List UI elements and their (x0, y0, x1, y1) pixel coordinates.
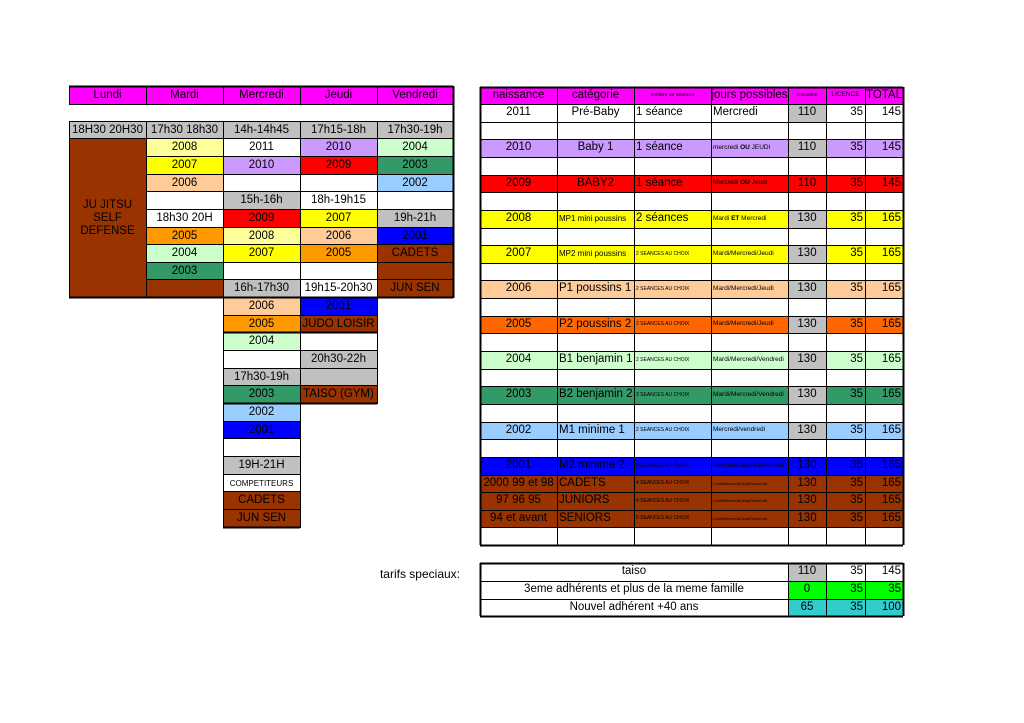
row-cotisation: 130 (788, 457, 826, 475)
day-header-vendredi: Vendredi (377, 87, 453, 104)
jours-text: Mercredi (713, 179, 741, 187)
mercredi-year: 2001 (223, 422, 300, 439)
row-licence: 35 (826, 139, 865, 157)
jours-conjunction: OU (740, 179, 750, 187)
mardi-year: 2007 (146, 157, 223, 175)
special-total: 100 (865, 599, 903, 616)
jours-text: Mercredi (713, 106, 758, 119)
row-seances: 2 SEANCES AU CHOIX (634, 280, 711, 298)
row-categorie: M1 minime 1 (557, 422, 634, 439)
row-categorie: CADETS (557, 475, 634, 492)
special-cotisation: 65 (788, 599, 826, 616)
row-seances: 2 SEANCES AU CHOIX (634, 386, 711, 404)
mercredi-time-2: 15h-16h (223, 192, 300, 210)
jours-text: Mardi/Mercredi/Jeudi (713, 284, 774, 292)
mercredi-group: CADETS (223, 492, 300, 510)
special-label: Nouvel adhérent +40 ans (480, 599, 788, 616)
mardi-time-2: 18h30 20H (146, 210, 223, 228)
row-naissance: 2009 (480, 175, 557, 192)
row-total: 165 (865, 245, 903, 263)
mercredi-year: 2006 (223, 298, 300, 316)
row-total: 145 (865, 175, 903, 192)
row-seances: 2 SEANCES AU CHOIX (634, 422, 711, 439)
header-naissance: naissance (480, 87, 557, 104)
day-header-mardi: Mardi (146, 87, 223, 104)
day-header-lundi: Lundi (69, 87, 146, 104)
mercredi-time-1: 14h-14h45 (223, 122, 300, 139)
row-licence: 35 (826, 280, 865, 298)
jours-text: Lundi/Mercredi/Jeudi/Vendredi (713, 498, 768, 503)
row-licence: 35 (826, 316, 865, 333)
jeudi-taiso: TAISO (GYM) (300, 386, 377, 404)
row-categorie: Baby 1 (557, 139, 634, 157)
row-seances: 2 SEANCES AU CHOIX (634, 351, 711, 369)
row-naissance: 2007 (480, 245, 557, 263)
jeudi-year: 2001 (300, 298, 377, 316)
jours-conjunction: ET (731, 214, 740, 222)
jours-text: Mercredi (739, 214, 767, 222)
special-cotisation: 0 (788, 581, 826, 599)
row-seances: 1 séance (634, 139, 711, 157)
vendredi-time-2: 19h-21h (377, 210, 453, 228)
mercredi-group: JUN SEN (223, 510, 300, 527)
row-cotisation: 110 (788, 139, 826, 157)
row-cotisation: 130 (788, 510, 826, 527)
row-cotisation: 130 (788, 475, 826, 492)
row-total: 165 (865, 510, 903, 527)
lundi-time: 18H30 20H30 (69, 122, 146, 139)
row-categorie: P2 poussins 2 (557, 316, 634, 333)
special-label: 3eme adhérents et plus de la meme famille (480, 581, 788, 599)
header-jours-possibles: jours possibles (711, 87, 788, 104)
row-licence: 35 (826, 104, 865, 122)
row-seances: 2 SEANCES AU CHOIX (634, 316, 711, 333)
row-licence: 35 (826, 492, 865, 510)
header-licence: LICENCE (826, 87, 865, 104)
vendredi-year: 2001 (377, 228, 453, 245)
header-total: TOTAL (865, 87, 903, 104)
mercredi-year: 2011 (223, 139, 300, 157)
row-cotisation: 130 (788, 386, 826, 404)
header-categorie: catégorie (557, 87, 634, 104)
jeudi-year: 2005 (300, 245, 377, 263)
row-cotisation: 130 (788, 351, 826, 369)
jours-text: Lundi/Mercredi/Jeudi/Vendredi (713, 515, 768, 521)
vendredi-group: JUN SEN (377, 280, 453, 298)
row-categorie: M2 minime 2 (557, 457, 634, 475)
row-licence: 35 (826, 175, 865, 192)
jeudi-year: 2007 (300, 210, 377, 228)
row-categorie: BABY2 (557, 175, 634, 192)
day-header-mercredi: Mercredi (223, 87, 300, 104)
vendredi-time-1: 17h30-19h (377, 122, 453, 139)
special-licence: 35 (826, 581, 865, 599)
jours-text: Mardi/Mercredi/Jeudi (713, 320, 774, 328)
special-licence: 35 (826, 599, 865, 616)
mercredi-time-5: 19H-21H (223, 457, 300, 475)
row-total: 165 (865, 316, 903, 333)
special-label: taiso (480, 563, 788, 581)
row-naissance: 2006 (480, 280, 557, 298)
row-cotisation: 130 (788, 316, 826, 333)
jeudi-time-2: 18h-19h15 (300, 192, 377, 210)
row-seances: 4 SEANCES AU CHOIX (634, 475, 711, 492)
mercredi-year: 2002 (223, 404, 300, 422)
mercredi-year: 2008 (223, 228, 300, 245)
mercredi-time-3: 16h-17h30 (223, 280, 300, 298)
jours-text: Mercredi/Jeudi/Vendredi (713, 461, 784, 469)
mercredi-year: 2004 (223, 333, 300, 351)
vendredi-year: 2003 (377, 157, 453, 175)
row-naissance: 2004 (480, 351, 557, 369)
jeudi-time-3: 19h15-20h30 (300, 280, 377, 298)
row-categorie: P1 poussins 1 (557, 280, 634, 298)
row-naissance: 2002 (480, 422, 557, 439)
row-categorie: Pré-Baby (557, 104, 634, 122)
jours-text: mercredi (713, 143, 741, 151)
row-total: 165 (865, 210, 903, 228)
row-total: 165 (865, 457, 903, 475)
row-cotisation: 110 (788, 104, 826, 122)
tarifs-speciaux-label: tarifs speciaux: (379, 566, 461, 581)
special-licence: 35 (826, 563, 865, 581)
row-total: 145 (865, 139, 903, 157)
mardi-time-1: 17h30 18h30 (146, 122, 223, 139)
mardi-year: 2006 (146, 175, 223, 192)
row-naissance: 2005 (480, 316, 557, 333)
row-cotisation: 130 (788, 210, 826, 228)
mardi-year: 2008 (146, 139, 223, 157)
jeudi-year: 2010 (300, 139, 377, 157)
row-naissance: 94 et avant (480, 510, 557, 527)
row-seances: 2 séances (634, 210, 711, 228)
vendredi-year: 2002 (377, 175, 453, 192)
mercredi-year: 2009 (223, 210, 300, 228)
row-categorie: MP2 mini poussins (557, 245, 634, 263)
mercredi-year: 2005 (223, 316, 300, 333)
vendredi-group: CADETS (377, 245, 453, 263)
row-licence: 35 (826, 510, 865, 527)
row-categorie: MP1 mini poussins (557, 210, 634, 228)
row-categorie: SENIORS (557, 510, 634, 527)
row-seances: 1 séance (634, 104, 711, 122)
row-seances: 2 SEANCES AU CHOIX (634, 457, 711, 475)
row-total: 165 (865, 422, 903, 439)
jeudi-year: 2006 (300, 228, 377, 245)
row-cotisation: 110 (788, 175, 826, 192)
day-header-jeudi: Jeudi (300, 87, 377, 104)
special-total: 145 (865, 563, 903, 581)
jours-text: Mardi (713, 214, 732, 222)
jeudi-time-1: 17h15-18h (300, 122, 377, 139)
jeudi-judo-loisir: JUDO LOISIR (300, 316, 377, 333)
row-naissance: 2001 (480, 457, 557, 475)
lundi-ju-jitsu-block: JU JITSU SELF DEFENSE (69, 139, 146, 298)
jours-text: Mardi/Mercredi/Vendredi (713, 355, 784, 363)
mardi-year: 2003 (146, 263, 223, 280)
jours-text: Lundi/Mercredi/Jeudi/Vendredi (713, 480, 768, 486)
row-cotisation: 130 (788, 492, 826, 510)
row-total: 165 (865, 492, 903, 510)
row-categorie: JUNIORS (557, 492, 634, 510)
row-total: 165 (865, 351, 903, 369)
special-total: 35 (865, 581, 903, 599)
jours-text: Mardi/Mercredi/Vendredi (713, 390, 784, 398)
row-seances: 2 SEANCES AU CHOIX (634, 245, 711, 263)
header-nombre-seances: nombre de séances (634, 87, 711, 104)
row-categorie: B2 benjamin 2 (557, 386, 634, 404)
row-licence: 35 (826, 475, 865, 492)
row-seances: 1 séance (634, 175, 711, 192)
mercredi-time-4: 17h30-19h (223, 369, 300, 386)
header-cotisation: cotisation (788, 87, 826, 104)
row-cotisation: 130 (788, 422, 826, 439)
row-naissance: 2000 99 et 98 (480, 475, 557, 492)
mercredi-year: 2007 (223, 245, 300, 263)
row-total: 165 (865, 475, 903, 492)
jours-conjunction: OU (740, 143, 750, 151)
row-categorie: B1 benjamin 1 (557, 351, 634, 369)
mercredi-competiteurs-note: COMPETITEURS (223, 475, 300, 492)
jours-text: JEUDI (749, 143, 771, 151)
row-cotisation: 130 (788, 280, 826, 298)
mercredi-year: 2010 (223, 157, 300, 175)
row-licence: 35 (826, 386, 865, 404)
row-licence: 35 (826, 210, 865, 228)
row-seances: 4 SEANCES AU CHOIX (634, 492, 711, 510)
row-naissance: 2011 (480, 104, 557, 122)
jours-text: Mardi/Mercredi/Jeudi (713, 249, 774, 257)
mardi-year: 2004 (146, 245, 223, 263)
row-licence: 35 (826, 245, 865, 263)
special-cotisation: 110 (788, 563, 826, 581)
mercredi-year: 2003 (223, 386, 300, 404)
mardi-year: 2005 (146, 228, 223, 245)
row-naissance: 2003 (480, 386, 557, 404)
row-seances: 5 SEANCES AU CHOIX (634, 510, 711, 527)
row-licence: 35 (826, 351, 865, 369)
row-cotisation: 130 (788, 245, 826, 263)
jeudi-year: 2009 (300, 157, 377, 175)
vendredi-year: 2004 (377, 139, 453, 157)
jeudi-time-4: 20h30-22h (300, 351, 377, 369)
row-total: 165 (865, 280, 903, 298)
row-naissance: 2010 (480, 139, 557, 157)
row-naissance: 2008 (480, 210, 557, 228)
jours-text: Jeudi (749, 179, 768, 187)
row-licence: 35 (826, 457, 865, 475)
row-total: 165 (865, 386, 903, 404)
row-total: 145 (865, 104, 903, 122)
row-naissance: 97 96 95 (480, 492, 557, 510)
jours-text: Mercredi/vendredi (713, 426, 766, 434)
row-licence: 35 (826, 422, 865, 439)
